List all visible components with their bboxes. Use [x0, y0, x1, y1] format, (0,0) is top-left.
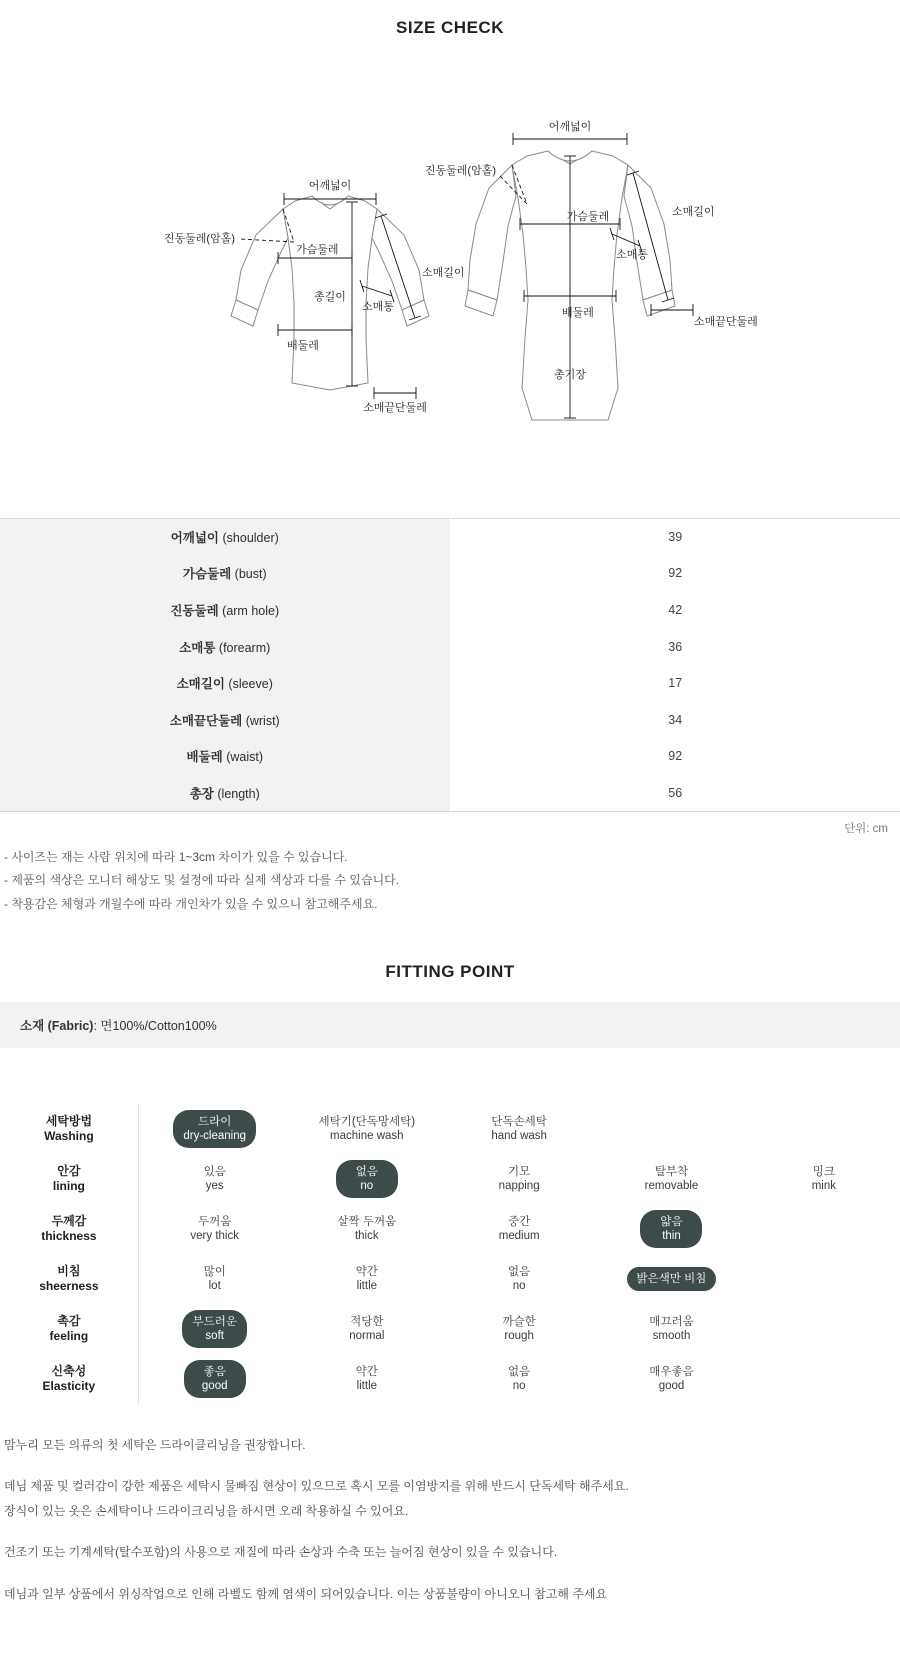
- row-label: [0, 555, 450, 592]
- row-label-ko: 어깨넓이: [170, 531, 220, 546]
- row-value: 42: [450, 592, 900, 629]
- matrix-option: [748, 1304, 900, 1354]
- option-en: no: [512, 1379, 526, 1392]
- matrix-option[interactable]: [595, 1354, 747, 1404]
- matrix-option: [748, 1354, 900, 1404]
- matrix-option[interactable]: [595, 1154, 747, 1204]
- table-row: [0, 519, 900, 556]
- option-ko: 적당한: [350, 1315, 384, 1328]
- row-label: [0, 519, 450, 556]
- row-label-en: (arm hole): [222, 603, 280, 618]
- matrix-option[interactable]: [138, 1254, 290, 1304]
- label-bust-top: 가슴둘레: [296, 244, 339, 256]
- option-en: thin: [662, 1229, 681, 1242]
- option-en: no: [360, 1179, 374, 1192]
- matrix-row-washing: [0, 1104, 900, 1154]
- fitting-point-section: [0, 916, 900, 1666]
- option-chip[interactable]: [488, 1310, 550, 1349]
- row-label-en: (forearm): [218, 640, 271, 655]
- option-ko: 없음: [508, 1265, 531, 1278]
- size-notes: [0, 836, 900, 916]
- option-chip[interactable]: [173, 1110, 256, 1149]
- attribute-matrix: [0, 1104, 900, 1404]
- option-ko: 기모: [508, 1165, 531, 1178]
- label-sleeve-length-top: 소매길이: [422, 267, 465, 279]
- option-chip[interactable]: [327, 1210, 406, 1249]
- matrix-option[interactable]: [595, 1254, 747, 1304]
- option-ko: 없음: [355, 1165, 378, 1178]
- matrix-option[interactable]: [443, 1204, 595, 1254]
- matrix-row-head: [0, 1204, 138, 1254]
- row-label: [0, 738, 450, 775]
- option-en: little: [356, 1379, 378, 1392]
- matrix-option[interactable]: [748, 1154, 900, 1204]
- option-en: little: [356, 1279, 378, 1292]
- option-ko: 좋음: [203, 1365, 226, 1378]
- unit-note: 단위: cm: [844, 822, 888, 835]
- row-label-en: (waist): [226, 750, 264, 765]
- option-en: normal: [349, 1329, 385, 1342]
- row-head-en: lining: [52, 1178, 85, 1193]
- option-en: medium: [498, 1229, 540, 1242]
- row-head-en: Washing: [44, 1128, 94, 1143]
- option-en: napping: [498, 1179, 540, 1192]
- row-head-en: sheerness: [39, 1278, 99, 1293]
- option-ko: 약간: [355, 1365, 378, 1378]
- matrix-option[interactable]: [138, 1154, 290, 1204]
- option-chip[interactable]: [336, 1310, 398, 1349]
- matrix-option[interactable]: [443, 1304, 595, 1354]
- row-label-en: (sleeve): [228, 677, 273, 692]
- matrix-row-feeling: [0, 1304, 900, 1354]
- table-row: [0, 738, 900, 775]
- option-chip[interactable]: [180, 1210, 249, 1249]
- row-value: 39: [450, 519, 900, 556]
- matrix-option[interactable]: [138, 1304, 290, 1354]
- option-ko: 중간: [508, 1215, 531, 1228]
- matrix-option[interactable]: [443, 1154, 595, 1204]
- option-chip[interactable]: [488, 1160, 550, 1199]
- care-note-line: 데님 제품 및 컬러감이 강한 제품은 세탁시 물빠짐 현상이 있으므로 혹시 모를 이염방지를 위해 반드시 단독세탁 해주세요.: [4, 1479, 629, 1494]
- matrix-option[interactable]: [138, 1104, 290, 1154]
- table-row: [0, 555, 900, 592]
- label-total-length-dress: 총기장: [554, 369, 586, 381]
- row-label: [0, 701, 450, 738]
- option-chip[interactable]: [640, 1210, 702, 1249]
- matrix-row-elasticity: [0, 1354, 900, 1404]
- option-ko: 까슬한: [502, 1315, 536, 1328]
- care-notes: [0, 1404, 900, 1666]
- matrix-option[interactable]: [291, 1204, 443, 1254]
- size-diagram: [0, 38, 900, 518]
- size-note-line: - 착용감은 체형과 개월수에 따라 개인차가 있을 수 있으니 참고해주세요.: [4, 896, 378, 911]
- option-chip[interactable]: [184, 1160, 246, 1199]
- option-chip[interactable]: [184, 1360, 246, 1399]
- matrix-row-sheerness: [0, 1254, 900, 1304]
- label-sleeve-length-dress: 소매길이: [672, 206, 715, 218]
- dress-garment-illustration: [425, 119, 758, 420]
- matrix-row-head: [0, 1104, 138, 1154]
- option-ko: 얇음: [660, 1215, 683, 1228]
- page-title: SIZE CHECK: [396, 18, 504, 37]
- option-chip[interactable]: [488, 1260, 550, 1299]
- option-en: lot: [208, 1279, 221, 1292]
- row-label-ko: 총장: [189, 786, 214, 801]
- option-ko: 두꺼움: [198, 1215, 232, 1228]
- row-head-ko: 신축성: [51, 1363, 87, 1378]
- option-en: removable: [644, 1179, 699, 1192]
- matrix-option[interactable]: [595, 1304, 747, 1354]
- option-en: thick: [354, 1229, 379, 1242]
- option-chip[interactable]: [336, 1360, 398, 1399]
- row-label-ko: 소매길이: [176, 677, 225, 692]
- option-chip[interactable]: [336, 1260, 398, 1299]
- label-shoulder-top: 어깨넓이: [308, 180, 352, 192]
- matrix-row-head: [0, 1354, 138, 1404]
- option-ko: 많이: [203, 1265, 226, 1278]
- matrix-row-head: [0, 1304, 138, 1354]
- option-chip[interactable]: [793, 1160, 855, 1199]
- option-ko: 매끄러움: [649, 1315, 694, 1328]
- row-head-ko: 세탁방법: [45, 1113, 93, 1128]
- option-chip[interactable]: [182, 1310, 246, 1349]
- option-ko: 세탁기(단독망세탁): [318, 1115, 416, 1128]
- row-head-en: Elasticity: [42, 1378, 96, 1393]
- option-ko: 있음: [203, 1165, 226, 1178]
- label-forearm-dress: 소매통: [616, 249, 648, 261]
- row-value: 56: [450, 775, 900, 812]
- option-en: very thick: [190, 1229, 239, 1242]
- option-en: no: [512, 1279, 526, 1292]
- label-wrist-top: 소매끝단둘레: [363, 402, 427, 414]
- option-ko: 밝은색만 비침: [636, 1272, 707, 1285]
- label-forearm-top: 소매통: [362, 301, 394, 313]
- fabric-label: 소재 (Fabric): [20, 1018, 94, 1033]
- option-chip[interactable]: [635, 1160, 709, 1199]
- option-en: smooth: [652, 1329, 691, 1342]
- care-note-line: 장식이 있는 옷은 손세탁이나 드라이크리닝을 하시면 오래 착용하실 수 있어요.: [4, 1504, 409, 1519]
- table-row: [0, 628, 900, 665]
- row-label-ko: 소매끝단둘레: [169, 713, 243, 728]
- option-en: dry-cleaning: [183, 1129, 247, 1142]
- matrix-option: [748, 1204, 900, 1254]
- option-chip[interactable]: [336, 1160, 398, 1199]
- size-note-line: - 제품의 색상은 모니터 해상도 및 설정에 따라 실제 색상과 다를 수 있습니다.: [4, 873, 400, 888]
- table-row: [0, 592, 900, 629]
- matrix-option[interactable]: [443, 1354, 595, 1404]
- label-bust-dress: 가슴둘레: [566, 211, 610, 223]
- matrix-row-lining: [0, 1154, 900, 1204]
- matrix-option: [748, 1254, 900, 1304]
- row-head-en: thickness: [41, 1228, 97, 1243]
- option-ko: 밍크: [812, 1165, 835, 1178]
- option-ko: 드라이: [198, 1115, 232, 1128]
- row-label-en: (wrist): [245, 713, 280, 728]
- option-en: rough: [504, 1329, 534, 1342]
- matrix-option[interactable]: [443, 1104, 595, 1154]
- label-wrist-dress: 소매끝단둘레: [694, 316, 758, 328]
- label-armhole-top: 진동둘레(암홀): [163, 233, 235, 245]
- row-label-ko: 진동둘레: [170, 603, 219, 618]
- row-value: 17: [450, 665, 900, 702]
- fitting-point-title: FITTING POINT: [385, 961, 515, 981]
- row-head-ko: 촉감: [57, 1313, 81, 1328]
- table-row: [0, 701, 900, 738]
- option-ko: 없음: [508, 1365, 531, 1378]
- label-shoulder-dress: 어깨넓이: [548, 121, 592, 133]
- option-chip[interactable]: [627, 1267, 717, 1291]
- option-chip[interactable]: [309, 1110, 426, 1149]
- matrix-option[interactable]: [138, 1204, 290, 1254]
- option-chip[interactable]: [481, 1110, 557, 1149]
- option-ko: 부드러운: [192, 1315, 237, 1328]
- matrix-option[interactable]: [291, 1104, 443, 1154]
- option-chip[interactable]: [488, 1360, 550, 1399]
- option-ko: 단독손세탁: [491, 1115, 547, 1128]
- row-label: [0, 628, 450, 665]
- matrix-option[interactable]: [595, 1204, 747, 1254]
- matrix-option[interactable]: [291, 1354, 443, 1404]
- table-row: [0, 665, 900, 702]
- row-label: [0, 775, 450, 812]
- option-ko: 살짝 두꺼움: [337, 1215, 397, 1228]
- top-garment-illustration: [164, 178, 465, 414]
- row-label-en: (shoulder): [222, 531, 279, 546]
- fabric-value: : 면100%/Cotton100%: [93, 1018, 217, 1033]
- row-label: [0, 592, 450, 629]
- care-note-line: 맘누리 모든 의류의 첫 세탁은 드라이클리닝을 권장합니다.: [4, 1437, 306, 1452]
- row-head-ko: 비침: [57, 1263, 81, 1278]
- row-label-ko: 가슴둘레: [182, 567, 232, 582]
- matrix-option[interactable]: [291, 1254, 443, 1304]
- row-head-ko: 안감: [57, 1163, 81, 1178]
- row-value: 34: [450, 701, 900, 738]
- size-note-line: - 사이즈는 재는 사람 위치에 따라 1~3cm 차이가 있을 수 있습니다.: [4, 849, 348, 864]
- row-label-ko: 소매통: [179, 640, 216, 655]
- matrix-row-head: [0, 1254, 138, 1304]
- label-waist-top: 배둘레: [287, 340, 319, 352]
- label-total-length-top: 총길이: [314, 291, 346, 303]
- matrix-option: [595, 1104, 747, 1154]
- option-ko: 탈부착: [654, 1165, 689, 1178]
- label-waist-dress: 배둘레: [562, 307, 594, 319]
- option-chip[interactable]: [184, 1260, 246, 1299]
- care-note-line: 건조기 또는 기계세탁(탈수포함)의 사용으로 재질에 따라 손상과 수축 또는 늘어짐 현상이 있을 수 있습니다.: [4, 1545, 558, 1560]
- option-chip[interactable]: [488, 1210, 550, 1249]
- row-value: 36: [450, 628, 900, 665]
- matrix-option[interactable]: [291, 1154, 443, 1204]
- row-value: 92: [450, 738, 900, 775]
- option-en: good: [658, 1379, 685, 1392]
- row-head-ko: 두께감: [51, 1213, 87, 1228]
- matrix-row-thickness: [0, 1204, 900, 1254]
- row-value: 92: [450, 555, 900, 592]
- option-en: good: [201, 1379, 228, 1392]
- option-chip[interactable]: [639, 1360, 703, 1399]
- care-note-line: 데님과 일부 상품에서 위싱작업으로 인해 라벨도 함께 염색이 되어있습니다. 이는 상품불량이 아니오니 참고해 주세요: [4, 1586, 608, 1601]
- row-label: [0, 665, 450, 702]
- option-en: machine wash: [330, 1129, 404, 1142]
- matrix-option[interactable]: [443, 1254, 595, 1304]
- measurement-table: [0, 518, 900, 812]
- table-row: [0, 775, 900, 812]
- matrix-option[interactable]: [138, 1354, 290, 1404]
- row-head-en: feeling: [49, 1328, 89, 1343]
- option-en: mink: [811, 1179, 836, 1192]
- label-armhole-dress: 진동둘레(암홀): [424, 165, 496, 177]
- fabric-bar: [0, 1002, 900, 1048]
- matrix-row-head: [0, 1154, 138, 1204]
- option-chip[interactable]: [639, 1310, 703, 1349]
- row-label-en: (bust): [234, 567, 267, 582]
- option-ko: 약간: [355, 1265, 378, 1278]
- option-ko: 매우좋음: [649, 1365, 694, 1378]
- option-en: yes: [205, 1179, 224, 1192]
- option-en: soft: [205, 1329, 224, 1342]
- row-label-en: (length): [217, 786, 260, 801]
- option-en: hand wash: [491, 1129, 547, 1142]
- matrix-option: [748, 1104, 900, 1154]
- row-label-ko: 배둘레: [186, 750, 223, 765]
- matrix-option[interactable]: [291, 1304, 443, 1354]
